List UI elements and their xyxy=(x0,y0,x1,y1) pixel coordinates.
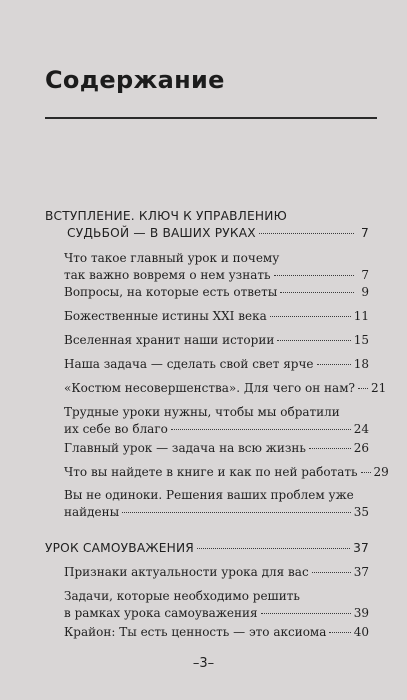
toc-page-number: 26 xyxy=(353,441,369,455)
toc-page-number: 37 xyxy=(353,541,369,555)
toc-entry[interactable] xyxy=(64,404,369,438)
toc-dot-leader xyxy=(122,512,351,513)
toc-entry[interactable] xyxy=(45,208,369,242)
toc-page-number: 7 xyxy=(361,268,369,282)
toc-entry-title: Вселенная хранит наши истории xyxy=(64,333,275,347)
toc-dot-leader xyxy=(358,388,368,389)
toc-entry-title: так важно вовремя о нем узнать xyxy=(64,268,271,282)
toc-page-number: 35 xyxy=(353,505,369,519)
toc-dot-leader xyxy=(317,364,351,365)
toc-dot-leader xyxy=(361,472,371,473)
toc-entry-title: Наша задача — сделать свой свет ярче xyxy=(64,357,314,371)
page-number: –3– xyxy=(192,656,215,671)
toc-entry-title: их себе во благо xyxy=(64,422,168,436)
toc-entry-title: Вопросы, на которые есть ответы xyxy=(64,285,278,299)
toc-entry-title: Что вы найдете в книге и как по ней работать xyxy=(64,465,358,479)
toc-entry-title: ВСТУПЛЕНИЕ. КЛЮЧ К УПРАВЛЕНИЮ xyxy=(45,209,287,223)
toc-entry-title: УРОК САМОУВАЖЕНИЯ xyxy=(45,541,194,555)
toc-entry-title: Божественные истины XXI века xyxy=(64,309,267,323)
toc-entry[interactable] xyxy=(64,380,387,397)
toc-page-number: 39 xyxy=(353,606,369,620)
toc-dot-leader xyxy=(280,292,354,293)
toc-dot-leader xyxy=(274,275,354,276)
toc-entry-title: СУДЬБОЙ — В ВАШИХ РУКАХ xyxy=(67,226,256,240)
toc-dot-leader xyxy=(261,613,351,614)
toc-entry[interactable] xyxy=(64,588,369,622)
toc-page-number: 40 xyxy=(353,625,369,639)
toc-page-number: 11 xyxy=(353,309,369,323)
toc-entry-title: «Костюм несовершенства». Для чего он нам? xyxy=(64,381,355,395)
toc-page-number: 29 xyxy=(373,465,389,479)
toc-entry[interactable] xyxy=(64,308,369,325)
title-divider xyxy=(45,117,377,119)
toc-entry[interactable] xyxy=(64,250,369,284)
toc-page-number: 15 xyxy=(353,333,369,347)
toc-entry-title: в рамках урока самоуважения xyxy=(64,606,258,620)
toc-entry[interactable] xyxy=(64,464,389,481)
toc-dot-leader xyxy=(277,340,350,341)
toc-entry-title: Задачи, которые необходимо решить xyxy=(64,589,300,603)
toc-entry[interactable] xyxy=(45,540,369,557)
toc-entry-title: Трудные уроки нужны, чтобы мы обратили xyxy=(64,405,340,419)
toc-entry-title: Вы не одиноки. Решения ваших проблем уже xyxy=(64,488,354,502)
toc-entry-title: найдены xyxy=(64,505,120,519)
toc-page-number: 18 xyxy=(353,357,369,371)
page-title: Содержание xyxy=(45,66,225,94)
toc-page-number: 9 xyxy=(361,285,369,299)
toc-entry[interactable] xyxy=(64,440,369,457)
toc-entry-title: Главный урок — задача на всю жизнь xyxy=(64,441,306,455)
toc-entry-title: Крайон: Ты есть ценность — это аксиома xyxy=(64,625,327,639)
toc-dot-leader xyxy=(329,632,350,633)
toc-entry[interactable] xyxy=(64,624,369,641)
toc-entry[interactable] xyxy=(64,487,369,521)
toc-entry-title: Что такое главный урок и почему xyxy=(64,251,280,265)
toc-page-number: 7 xyxy=(361,226,369,240)
toc-page-number: 21 xyxy=(370,381,387,395)
toc-entry-title: Признаки актуальности урока для вас xyxy=(64,565,309,579)
toc-entry[interactable] xyxy=(64,332,369,349)
toc-dot-leader xyxy=(270,316,351,317)
toc-dot-leader xyxy=(309,448,351,449)
toc-page-number: 37 xyxy=(353,565,369,579)
toc-dot-leader xyxy=(259,233,354,234)
toc-page-number: 24 xyxy=(353,422,369,436)
toc-entry[interactable] xyxy=(64,356,369,373)
toc-dot-leader xyxy=(312,572,351,573)
toc-entry[interactable] xyxy=(64,284,369,301)
toc-dot-leader xyxy=(197,548,350,549)
toc-dot-leader xyxy=(171,429,351,430)
toc-entry[interactable] xyxy=(64,564,369,581)
